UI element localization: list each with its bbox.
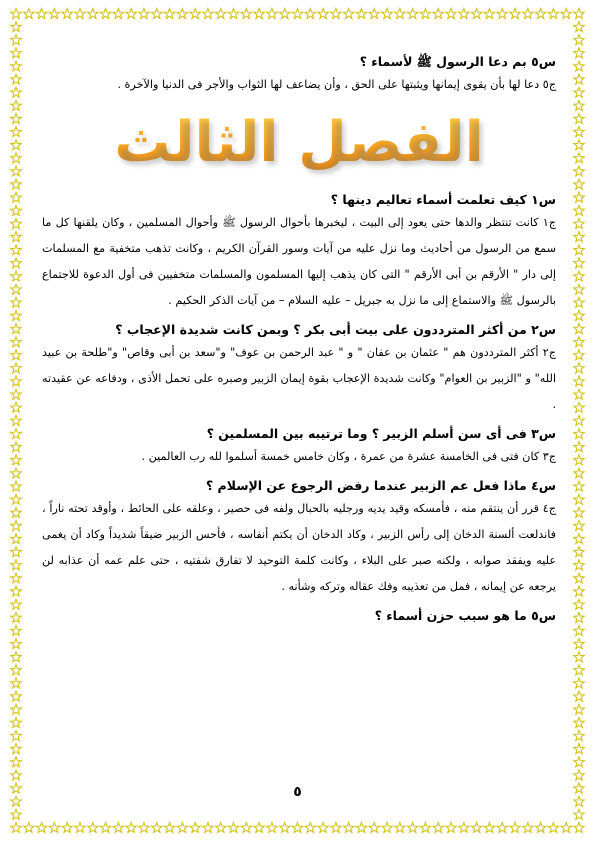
star-icon bbox=[574, 481, 584, 491]
star-icon bbox=[292, 9, 302, 19]
star-icon bbox=[574, 258, 584, 268]
star-icon bbox=[574, 494, 584, 504]
star-icon bbox=[574, 665, 584, 675]
star-icon bbox=[471, 9, 481, 19]
star-icon bbox=[152, 9, 162, 19]
star-icon bbox=[574, 219, 584, 229]
star-icon bbox=[574, 612, 584, 622]
star-icon bbox=[574, 691, 584, 701]
star-icon bbox=[433, 823, 443, 833]
star-icon bbox=[574, 573, 584, 583]
star-icon bbox=[574, 507, 584, 517]
star-icon bbox=[11, 363, 21, 373]
star-icon bbox=[190, 823, 200, 833]
star-icon bbox=[574, 363, 584, 373]
star-icon bbox=[574, 402, 584, 412]
star-icon bbox=[11, 100, 21, 110]
star-icon bbox=[574, 140, 584, 150]
star-icon bbox=[318, 9, 328, 19]
star-icon bbox=[11, 205, 21, 215]
star-icon bbox=[574, 205, 584, 215]
star-icon bbox=[62, 823, 72, 833]
star-icon bbox=[11, 639, 21, 649]
star-icon bbox=[254, 9, 264, 19]
star-icon bbox=[574, 639, 584, 649]
star-icon bbox=[11, 442, 21, 452]
star-icon bbox=[11, 823, 21, 833]
star-icon bbox=[331, 823, 341, 833]
star-icon bbox=[62, 9, 72, 19]
star-icon bbox=[203, 9, 213, 19]
star-icon bbox=[11, 179, 21, 189]
star-icon bbox=[241, 823, 251, 833]
star-icon bbox=[11, 534, 21, 544]
star-icon bbox=[305, 823, 315, 833]
star-icon bbox=[574, 757, 584, 767]
star-icon bbox=[535, 9, 545, 19]
star-icon bbox=[484, 9, 494, 19]
star-icon bbox=[574, 310, 584, 320]
star-icon bbox=[279, 9, 289, 19]
star-icon bbox=[574, 61, 584, 71]
star-icon bbox=[49, 823, 59, 833]
star-icon bbox=[11, 192, 21, 202]
star-icon bbox=[523, 9, 533, 19]
star-icon bbox=[548, 823, 558, 833]
star-icon bbox=[574, 586, 584, 596]
star-icon bbox=[574, 521, 584, 531]
star-icon bbox=[574, 429, 584, 439]
star-icon bbox=[11, 507, 21, 517]
star-icon bbox=[510, 9, 520, 19]
star-icon bbox=[574, 678, 584, 688]
star-icon bbox=[574, 731, 584, 741]
answer-paragraph: ج١ كانت تنتظر والدها حتى يعود إلى البيت ، ليخبرها بأحوال الرسول ﷺ وأحوال المسلمين ، وكان يلقنها كل ما سمع من الرسول من أحاديث وما نزل عليه من آيات وسور القرآن الكريم ، وكانت تذهب متخفية مع المسلمات إلى دار " الأرقم بن أبى الأرقم " التى كان يذهب إليها المسلمون والمسلمات متخفيين فى أول الدعوة للاجتماع بالرسول ﷺ والاستماع إلى ما نزل به جبريل – عليه السلام – من آيات الذكر الحكيم . bbox=[42, 216, 556, 307]
star-icon bbox=[574, 337, 584, 347]
star-icon bbox=[11, 402, 21, 412]
star-icon bbox=[11, 521, 21, 531]
star-icon bbox=[574, 717, 584, 727]
star-icon bbox=[369, 823, 379, 833]
question-heading: س٥ بم دعا الرسول ﷺ لأسماء ؟ bbox=[359, 54, 556, 69]
star-icon bbox=[305, 9, 315, 19]
question-heading: س٣ فى أى سن أسلم الزبير ؟ وما ترتيبه بين المسلمين ؟ bbox=[206, 426, 556, 441]
star-icon bbox=[574, 560, 584, 570]
star-icon bbox=[574, 455, 584, 465]
answer-paragraph: ج٢ أكثر المترددون هم " عثمان بن عفان " و " عبد الرحمن بن عوف" و"سعد بن أبى وقاص" و"طلحة بن عبيد الله" و "الزبير بن العوام" وكانت شديدة الإعجاب بقوة إيمان الزبير وصبره على تحمل الأذى ، ودفاعه عن عقيدته . bbox=[42, 346, 556, 411]
star-icon bbox=[11, 389, 21, 399]
star-icon bbox=[164, 823, 174, 833]
star-icon bbox=[139, 823, 149, 833]
star-icon bbox=[561, 823, 571, 833]
star-icon bbox=[459, 9, 469, 19]
star-icon bbox=[11, 626, 21, 636]
star-icon bbox=[113, 9, 123, 19]
star-icon bbox=[318, 823, 328, 833]
star-icon bbox=[126, 9, 136, 19]
star-icon bbox=[574, 9, 584, 19]
star-icon bbox=[11, 586, 21, 596]
star-icon bbox=[11, 297, 21, 307]
star-icon bbox=[343, 823, 353, 833]
star-icon bbox=[497, 823, 507, 833]
star-icon bbox=[574, 100, 584, 110]
star-icon bbox=[395, 823, 405, 833]
star-icon bbox=[24, 9, 34, 19]
star-icon bbox=[574, 376, 584, 386]
star-icon bbox=[11, 271, 21, 281]
star-icon bbox=[11, 245, 21, 255]
star-icon bbox=[574, 350, 584, 360]
star-icon bbox=[574, 468, 584, 478]
star-icon bbox=[11, 547, 21, 557]
star-icon bbox=[574, 324, 584, 334]
star-icon bbox=[11, 153, 21, 163]
star-icon bbox=[113, 823, 123, 833]
star-icon bbox=[177, 9, 187, 19]
star-icon bbox=[535, 823, 545, 833]
star-icon bbox=[574, 704, 584, 714]
star-icon bbox=[267, 823, 277, 833]
star-icon bbox=[574, 166, 584, 176]
star-icon bbox=[11, 166, 21, 176]
star-icon bbox=[11, 809, 21, 819]
page-content bbox=[42, 52, 556, 812]
star-icon bbox=[190, 9, 200, 19]
star-icon bbox=[203, 823, 213, 833]
star-icon bbox=[523, 823, 533, 833]
star-icon bbox=[279, 823, 289, 833]
star-icon bbox=[11, 61, 21, 71]
star-icon bbox=[11, 757, 21, 767]
star-icon bbox=[11, 691, 21, 701]
star-icon bbox=[228, 9, 238, 19]
star-icon bbox=[574, 22, 584, 32]
star-icon bbox=[139, 9, 149, 19]
star-icon bbox=[574, 245, 584, 255]
star-icon bbox=[11, 350, 21, 360]
star-icon bbox=[548, 9, 558, 19]
star-icon bbox=[11, 219, 21, 229]
star-icon bbox=[11, 744, 21, 754]
star-icon bbox=[574, 809, 584, 819]
star-icon bbox=[100, 823, 110, 833]
star-icon bbox=[471, 823, 481, 833]
star-icon bbox=[228, 823, 238, 833]
star-icon bbox=[216, 9, 226, 19]
star-icon bbox=[574, 389, 584, 399]
star-icon bbox=[343, 9, 353, 19]
star-icon bbox=[510, 823, 520, 833]
star-icon bbox=[574, 626, 584, 636]
star-icon bbox=[369, 9, 379, 19]
chapter-title: الفصل الثالث bbox=[42, 104, 556, 182]
star-icon bbox=[331, 9, 341, 19]
star-icon bbox=[11, 114, 21, 124]
star-icon bbox=[574, 127, 584, 137]
star-icon bbox=[574, 744, 584, 754]
star-icon bbox=[574, 192, 584, 202]
star-icon bbox=[420, 9, 430, 19]
star-icon bbox=[126, 823, 136, 833]
star-icon bbox=[574, 179, 584, 189]
star-icon bbox=[484, 823, 494, 833]
star-icon bbox=[11, 455, 21, 465]
star-icon bbox=[574, 652, 584, 662]
star-icon bbox=[88, 823, 98, 833]
answer-paragraph: ج٤ قرر أن ينتقم منه ، فأمسكه وقيد يديه ورجليه بالحبال ولفه فى حصير ، وعلقه على الحائط ، وأوقد تحته ناراً ، فاندلعت ألسنة الدخان إلى رأس الزبير ، وكاد الدخان أن يكتم أنفاسه ، فأحس الزبير ضيقاً شديداً وكاد أن يغمى عليه ويفقد صوابه ، ولكنه صبر على البلاء ، وكانت كلمة التوحيد لا تفارق شفتيه ، حتى علم عمه أن عذابه لن يرجعه عن إيمانه ، فمل من تعذيبه وفك عقاله وتركه وشأنه . bbox=[42, 502, 556, 593]
answer-paragraph: ج٣ كان فتى فى الخامسة عشرة من عمرة ، وكان خامس خمسة أسلموا لله رب العالمين . bbox=[141, 450, 556, 463]
star-icon bbox=[574, 547, 584, 557]
star-icon bbox=[241, 9, 251, 19]
star-icon bbox=[574, 297, 584, 307]
star-icon bbox=[11, 429, 21, 439]
star-icon bbox=[382, 823, 392, 833]
star-icon bbox=[11, 35, 21, 45]
star-icon bbox=[292, 823, 302, 833]
star-icon bbox=[11, 612, 21, 622]
star-icon bbox=[420, 823, 430, 833]
star-icon bbox=[446, 9, 456, 19]
star-icon bbox=[574, 599, 584, 609]
star-icon bbox=[152, 823, 162, 833]
star-icon bbox=[267, 9, 277, 19]
star-icon bbox=[11, 232, 21, 242]
star-icon bbox=[574, 87, 584, 97]
star-icon bbox=[75, 9, 85, 19]
star-icon bbox=[407, 9, 417, 19]
star-icon bbox=[459, 823, 469, 833]
star-icon bbox=[11, 731, 21, 741]
star-icon bbox=[11, 717, 21, 727]
star-icon bbox=[88, 9, 98, 19]
star-icon bbox=[574, 48, 584, 58]
star-icon bbox=[36, 9, 46, 19]
star-icon bbox=[11, 127, 21, 137]
star-icon bbox=[11, 573, 21, 583]
star-icon bbox=[11, 494, 21, 504]
star-icon bbox=[36, 823, 46, 833]
star-icon bbox=[11, 87, 21, 97]
star-icon bbox=[164, 9, 174, 19]
star-icon bbox=[11, 652, 21, 662]
star-icon bbox=[574, 271, 584, 281]
answer-paragraph: ج٥ دعا لها بأن يقوى إيمانها ويثبتها على الحق ، وأن يضاعف لها الثواب والأجر فى الدنيا والآخرة . bbox=[117, 78, 556, 91]
star-icon bbox=[433, 9, 443, 19]
star-icon bbox=[11, 665, 21, 675]
star-icon bbox=[356, 9, 366, 19]
star-icon bbox=[11, 337, 21, 347]
star-icon bbox=[446, 823, 456, 833]
star-icon bbox=[356, 823, 366, 833]
star-icon bbox=[574, 284, 584, 294]
star-icon bbox=[100, 9, 110, 19]
star-icon bbox=[11, 599, 21, 609]
star-icon bbox=[11, 704, 21, 714]
star-icon bbox=[574, 114, 584, 124]
star-icon bbox=[11, 140, 21, 150]
star-icon bbox=[177, 823, 187, 833]
star-icon bbox=[11, 48, 21, 58]
question-heading: س٢ من أكثر المترددون على بيت أبى بكر ؟ وبمن كانت شديدة الإعجاب ؟ bbox=[115, 322, 556, 337]
star-icon bbox=[497, 9, 507, 19]
star-icon bbox=[11, 678, 21, 688]
star-icon bbox=[574, 153, 584, 163]
star-icon bbox=[216, 823, 226, 833]
question-heading: س٤ ماذا فعل عم الزبير عندما رفض الرجوع عن الإسلام ؟ bbox=[205, 478, 556, 493]
star-icon bbox=[24, 823, 34, 833]
star-icon bbox=[11, 376, 21, 386]
star-icon bbox=[11, 416, 21, 426]
star-icon bbox=[407, 823, 417, 833]
star-icon bbox=[49, 9, 59, 19]
star-icon bbox=[11, 284, 21, 294]
star-icon bbox=[11, 74, 21, 84]
star-icon bbox=[382, 9, 392, 19]
star-icon bbox=[574, 74, 584, 84]
star-icon bbox=[395, 9, 405, 19]
question-heading: س٥ ما هو سبب حزن أسماء ؟ bbox=[374, 608, 556, 623]
star-icon bbox=[11, 481, 21, 491]
star-icon bbox=[574, 232, 584, 242]
star-icon bbox=[574, 770, 584, 780]
star-icon bbox=[574, 823, 584, 833]
star-icon bbox=[11, 310, 21, 320]
star-icon bbox=[11, 258, 21, 268]
question-heading: س١ كيف تعلمت أسماء تعاليم دينها ؟ bbox=[330, 192, 556, 207]
star-icon bbox=[11, 9, 21, 19]
star-icon bbox=[11, 324, 21, 334]
star-icon bbox=[11, 560, 21, 570]
star-icon bbox=[11, 468, 21, 478]
star-icon bbox=[574, 35, 584, 45]
star-icon bbox=[11, 770, 21, 780]
star-icon bbox=[11, 22, 21, 32]
star-icon bbox=[574, 442, 584, 452]
star-icon bbox=[574, 416, 584, 426]
page-number: ٥ bbox=[293, 784, 302, 800]
star-icon bbox=[561, 9, 571, 19]
star-icon bbox=[75, 823, 85, 833]
star-icon bbox=[574, 534, 584, 544]
star-icon bbox=[254, 823, 264, 833]
